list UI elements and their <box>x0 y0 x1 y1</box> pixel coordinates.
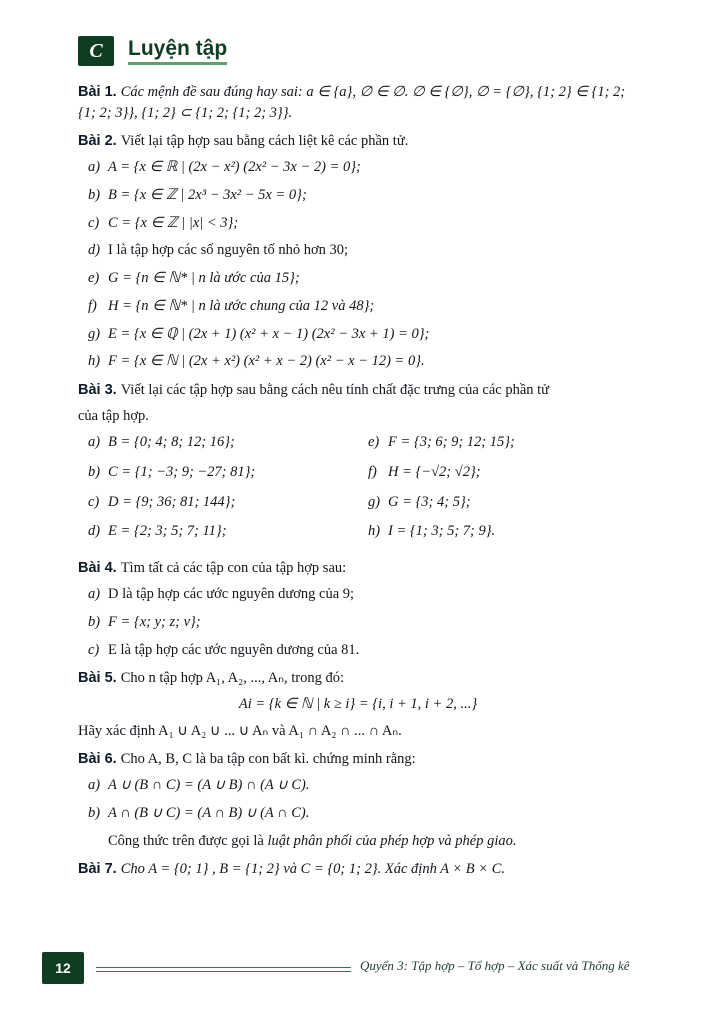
list-item-marker: d) <box>88 523 101 540</box>
list-item <box>78 640 638 662</box>
list-item-text: F = {3; 6; 9; 12; 15}; <box>388 434 515 451</box>
exercise-block-7 <box>78 859 638 880</box>
list-item-text: I = {1; 3; 5; 7; 9}. <box>388 523 496 540</box>
exercise-block-1 <box>78 82 638 124</box>
list-item <box>78 268 638 290</box>
exercise-7-text: Cho A = {0; 1} , B = {1; 2} và C = {0; 1; 2}. Xác định A × B × C. <box>120 861 505 878</box>
exercise-2-text: Viết lại tập hợp sau bằng cách liệt kê các phần tử. <box>120 133 409 150</box>
list-item-marker: c) <box>88 641 100 658</box>
exercise-6-statement <box>78 749 638 770</box>
exercise-5-text: Cho n tập hợp A₁, A₂, ..., Aₙ, trong đó: <box>120 670 345 687</box>
list-item-marker: f) <box>368 463 377 480</box>
exercise-1-text: Các mệnh đề sau đúng hay sai: a ∈ {a}, ∅ ∈ ∅. ∅ ∈ {∅}, ∅ = {∅}, {1; 2} ∈ {1; 2; {1; 2; 3}}, {1; 2} ⊂ {1; 2; {1; 2; 3}}. <box>78 84 626 122</box>
list-item-marker: a) <box>88 159 101 176</box>
list-item <box>358 462 638 484</box>
exercise-6-label: Bài 6. <box>78 751 117 768</box>
section-title: Luyện tập <box>128 37 227 65</box>
exercise-7-statement <box>78 859 638 880</box>
list-item-text: E = {x ∈ ℚ | (2x + 1) (x² + x − 1) (2x² − 3x + 1) = 0}; <box>108 325 430 342</box>
exercise-2-label: Bài 2. <box>78 133 117 150</box>
exercise-4-statement <box>78 558 638 579</box>
list-item-marker: c) <box>88 493 100 510</box>
exercise-6-note <box>78 831 638 853</box>
list-item <box>78 240 638 262</box>
footer-title: Quyển 3: Tập hợp – Tổ hợp – Xác suất và Thống kê <box>360 958 630 973</box>
list-item-text: A ∩ (B ∪ C) = (A ∩ B) ∪ (A ∩ C). <box>108 804 310 821</box>
list-item-marker: h) <box>368 523 381 540</box>
exercise-block-2 <box>78 131 638 373</box>
list-item-text: F = {x; y; z; v}; <box>108 613 201 630</box>
exercise-3-statement <box>78 380 638 401</box>
footer-divider <box>96 967 351 972</box>
list-item-marker: a) <box>88 586 101 603</box>
list-item <box>78 803 638 825</box>
list-item <box>78 432 358 454</box>
list-item-text: H = {−√2; √2}; <box>388 463 481 480</box>
list-item <box>78 775 638 797</box>
list-item-text: A = {x ∈ ℝ | (2x − x²) (2x² − 3x − 2) = 0}; <box>108 159 361 176</box>
list-item-text: F = {x ∈ ℕ | (2x + x²) (x² + x − 2) (x² − x − 12) = 0}. <box>108 353 425 370</box>
list-item <box>78 324 638 346</box>
list-item-marker: h) <box>88 353 101 370</box>
list-item <box>78 612 638 634</box>
exercise-3-left-column <box>78 432 358 551</box>
list-item <box>358 432 638 454</box>
list-item-text: C = {1; −3; 9; −27; 81}; <box>108 463 256 480</box>
list-item-marker: a) <box>88 434 101 451</box>
list-item-text: G = {3; 4; 5}; <box>388 493 471 510</box>
list-item-marker: b) <box>88 804 101 821</box>
exercise-1-statement <box>78 82 638 124</box>
exercise-7-label: Bài 7. <box>78 861 117 878</box>
list-item-text: I là tập hợp các số nguyên tố nhỏ hơn 30; <box>108 242 349 259</box>
page-number: 12 <box>42 952 84 984</box>
list-item <box>78 521 358 543</box>
exercise-3-label: Bài 3. <box>78 382 117 399</box>
list-item-marker: a) <box>88 777 101 794</box>
exercise-content <box>78 82 638 887</box>
list-item-text: E là tập hợp các ước nguyên dương của 81. <box>108 641 360 658</box>
list-item-marker: c) <box>88 214 100 231</box>
list-item-text: H = {n ∈ ℕ* | n là ước chung của 12 và 48}; <box>108 297 375 314</box>
list-item <box>78 462 358 484</box>
list-item-text: B = {x ∈ ℤ | 2x³ − 3x² − 5x = 0}; <box>108 186 307 203</box>
list-item-text: D là tập hợp các ước nguyên dương của 9; <box>108 586 355 603</box>
exercise-1-label: Bài 1. <box>78 84 117 100</box>
page-footer <box>0 952 709 992</box>
exercise-5-text-continued: Hãy xác định A₁ ∪ A₂ ∪ ... ∪ Aₙ và A₁ ∩ A₂ ∩ ... ∩ Aₙ. <box>78 723 402 740</box>
list-item-text: A ∪ (B ∩ C) = (A ∪ B) ∩ (A ∪ C). <box>108 777 310 794</box>
list-item-marker: g) <box>88 325 101 342</box>
list-item-marker: e) <box>368 434 380 451</box>
list-item-marker: b) <box>88 613 101 630</box>
list-item-marker: f) <box>88 297 97 314</box>
list-item <box>78 351 638 373</box>
list-item-text: E = {2; 3; 5; 7; 11}; <box>108 523 227 540</box>
exercise-block-3 <box>78 380 638 551</box>
list-item <box>78 185 638 207</box>
list-item-marker: b) <box>88 186 101 203</box>
exercise-3-text: Viết lại các tập hợp sau bằng cách nêu tính chất đặc trưng của các phần tử <box>120 382 550 399</box>
list-item-text: C = {x ∈ ℤ | |x| < 3}; <box>108 214 239 231</box>
exercise-5-formula: Ai = {k ∈ ℕ | k ≥ i} = {i, i + 1, i + 2, ...} <box>238 696 478 713</box>
exercise-4-text: Tìm tất cả các tập con của tập hợp sau: <box>120 560 347 577</box>
exercise-3-text-continued: của tập hợp. <box>78 408 149 425</box>
list-item-marker: g) <box>368 493 381 510</box>
exercise-6-text: Cho A, B, C là ba tập con bất kì. chứng minh rằng: <box>120 751 416 768</box>
list-item <box>78 492 358 514</box>
list-item <box>358 492 638 514</box>
list-item <box>358 521 638 543</box>
list-item-text: B = {0; 4; 8; 12; 16}; <box>108 434 235 451</box>
exercise-block-4 <box>78 558 638 661</box>
exercise-block-5 <box>78 668 638 742</box>
exercise-3-right-column <box>358 432 638 551</box>
exercise-6-note-plain: Công thức trên được gọi là <box>108 832 268 849</box>
list-item-text: D = {9; 36; 81; 144}; <box>108 493 236 510</box>
list-item <box>78 296 638 318</box>
list-item <box>78 584 638 606</box>
list-item <box>78 213 638 235</box>
list-item-text: G = {n ∈ ℕ* | n là ước của 15}; <box>108 270 300 287</box>
list-item-marker: e) <box>88 270 100 287</box>
list-item-marker: d) <box>88 242 101 259</box>
list-item <box>78 157 638 179</box>
list-item-marker: b) <box>88 463 101 480</box>
exercise-6-note-italic: luật phân phối của phép hợp và phép giao. <box>267 832 517 849</box>
exercise-3-columns <box>78 432 638 551</box>
section-badge: C <box>78 36 114 66</box>
exercise-block-6 <box>78 749 638 852</box>
exercise-4-label: Bài 4. <box>78 560 117 577</box>
exercise-2-statement <box>78 131 638 152</box>
exercise-5-label: Bài 5. <box>78 670 117 687</box>
section-header <box>78 36 227 66</box>
exercise-5-statement <box>78 668 638 689</box>
